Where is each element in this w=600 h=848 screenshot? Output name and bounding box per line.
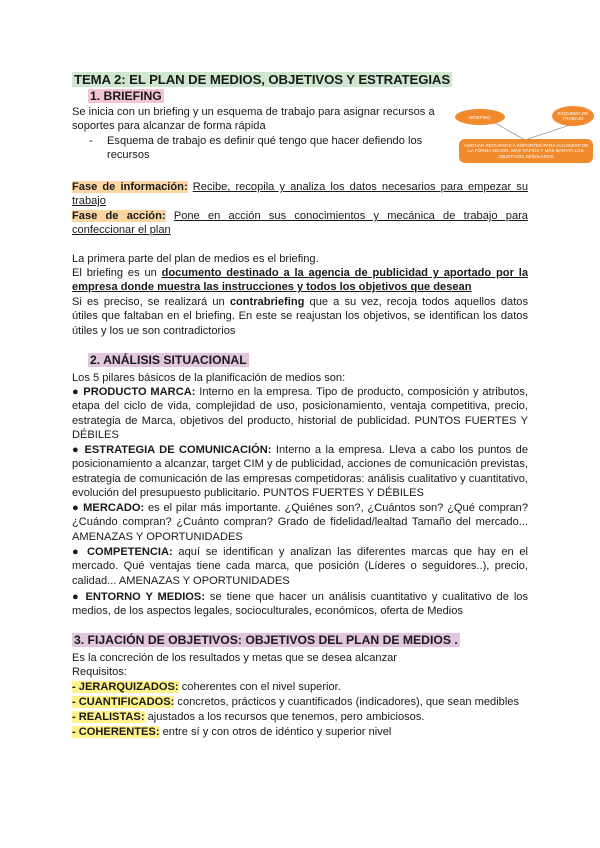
fase-accion-text: Pone en acción sus conocimientos y mecánica de trabajo para confeccionar el plan — [72, 210, 528, 237]
briefing-intro: Se inicia con un briefing y un esquema de trabajo para asignar recursos a soportes para alcanzar de forma rápida — [72, 106, 435, 133]
requisito-cuantificados — [72, 695, 528, 709]
briefing-dash-item: Esquema de trabajo es definir qué tengo que hacer defiendo los recursos — [107, 135, 423, 162]
pillar-producto-marca — [72, 385, 528, 442]
pillar-text: es el pilar más importante. ¿Quiénes son?, ¿Cuántos son? ¿Qué compran? ¿Cuándo compran? ¿Cuánto compran? Grado de fidelidad/lealtad Tamaño del mercado... AMENAZAS Y OPORTUNIDADES — [72, 502, 528, 543]
briefing-p3-text-c: que a su vez, recoja todos aquellos datos útiles que faltaban en el briefing. En este se reajustan los objetivos, se identifican los datos útiles y los ue son contradictorios — [72, 296, 528, 337]
pillar-label: ● COMPETENCIA: — [72, 546, 173, 558]
requisito-realistas — [72, 710, 528, 724]
briefing-paragraph-1: La primera parte del plan de medios es el briefing. — [72, 253, 319, 265]
requisito-label: - REALISTAS: — [72, 711, 145, 723]
requisito-jerarquizados — [72, 680, 528, 694]
briefing-paragraph-2 — [72, 266, 528, 295]
fase-accion — [72, 209, 528, 238]
requisito-text: concretos, prácticos y cuantificados (indicadores), que sean medibles — [174, 696, 520, 708]
pillar-label: ● ENTORNO Y MEDIOS: — [72, 591, 206, 603]
analisis-intro: Los 5 pilares básicos de la planificación de medios son: — [72, 372, 346, 384]
pillar-entorno-medios — [72, 590, 528, 619]
fase-accion-label: Fase de acción: — [72, 210, 166, 222]
fase-informacion-label: Fase de información: — [72, 181, 188, 193]
requisito-label: - JERARQUIZADOS: — [72, 681, 179, 693]
requisitos-label: Requisitos: — [72, 666, 127, 678]
briefing-diagram — [455, 106, 595, 168]
allocate-resources-box: ASIGNAR RECURSOS A SOPORTES PARA ALCANZAR DE LA FORMA MEJOR, MÁS RÁPIDA Y MÁS BARATA LOS OBJETIVOS SEÑALADOS — [459, 139, 593, 163]
briefing-p2-emphasis: documento destinado a la agencia de publicidad y aportado por la empresa donde muestra las instrucciones y todos los objetivos que desean — [72, 267, 528, 294]
briefing-oval: BRIEFING — [455, 109, 505, 125]
section-heading-objetivos: 3. FIJACIÓN DE OBJETIVOS: OBJETIVOS DEL PLAN DE MEDIOS . — [74, 633, 458, 647]
pillar-text: se tiene que hacer un análisis cuantitativo y cualitativo de los medios, de los aspectos legales, socioculturales, económicos, oferta de Medios — [72, 591, 528, 618]
requisito-text: coherentes con el nivel superior. — [178, 681, 341, 693]
requisito-label: - COHERENTES: — [72, 726, 160, 738]
pillar-label: ● PRODUCTO MARCA: — [72, 386, 196, 398]
requisito-text: entre sí y con otros de idéntico y superior nivel — [159, 726, 392, 738]
requisito-text: ajustados a los recursos que tenemos, pero ambiciosos. — [144, 711, 425, 723]
objetivos-intro: Es la concreción de los resultados y metas que se desea alcanzar — [72, 652, 397, 664]
pillar-text: aquí se identifican y analizan las diferentes marcas que hay en el mercado. Qué ventajas tiene cada marca, que posición (Líderes o seguidores..), precio, calidad... AMENAZAS Y OPORTUNIDADES — [72, 546, 529, 587]
work-scheme-oval: ESQUEMA DE TRABAJO — [552, 106, 594, 126]
dash-bullet: - — [89, 135, 93, 147]
pillar-label: ● ESTRATEGIA DE COMUNICACIÓN: — [72, 444, 272, 456]
pillar-text: Interno en la empresa. Tipo de producto, composición y atributos, etapa del ciclo de vida, complejidad de uso, posicionamiento, ventaja competitiva, precio, estrategia de Marca, objetivos del producto, historial de publicidad. PUNTOS FUERTES Y DÉBILES — [72, 386, 528, 441]
briefing-paragraph-3 — [72, 295, 528, 338]
page-title: TEMA 2: EL PLAN DE MEDIOS, OBJETIVOS Y ESTRATEGIAS — [74, 72, 451, 87]
fase-informacion — [72, 180, 528, 209]
briefing-p2-text: El briefing es un — [72, 267, 162, 279]
pillar-label: ● MERCADO: — [72, 502, 145, 514]
requisito-coherentes — [72, 725, 528, 739]
requisito-label: - CUANTIFICADOS: — [72, 696, 175, 708]
pillar-mercado — [72, 501, 528, 544]
section-heading-briefing: 1. BRIEFING — [90, 89, 162, 103]
fase-informacion-text: Recibe, recopila y analiza los datos necesarios para empezar su trabajo — [72, 181, 528, 208]
pillar-competencia — [72, 545, 528, 588]
contrabriefing-term: contrabriefing — [229, 296, 305, 308]
briefing-p3-text-a: Si es preciso, se realizará un — [72, 296, 230, 308]
pillar-text: Interno a la empresa. Lleva a cabo los puntos de posicionamiento a alcanzar, target CIM y de publicidad, acciones de comunicación previstas, estrategia de comunicación de las empresas competidoras: análisis cualitativo y cuantitativo, evolución del presupuesto publicitario. PUNTOS FUERTES Y DÉBILES — [72, 444, 528, 499]
section-heading-analisis: 2. ANÁLISIS SITUACIONAL — [90, 353, 247, 367]
pillar-estrategia-comunicacion — [72, 443, 528, 500]
